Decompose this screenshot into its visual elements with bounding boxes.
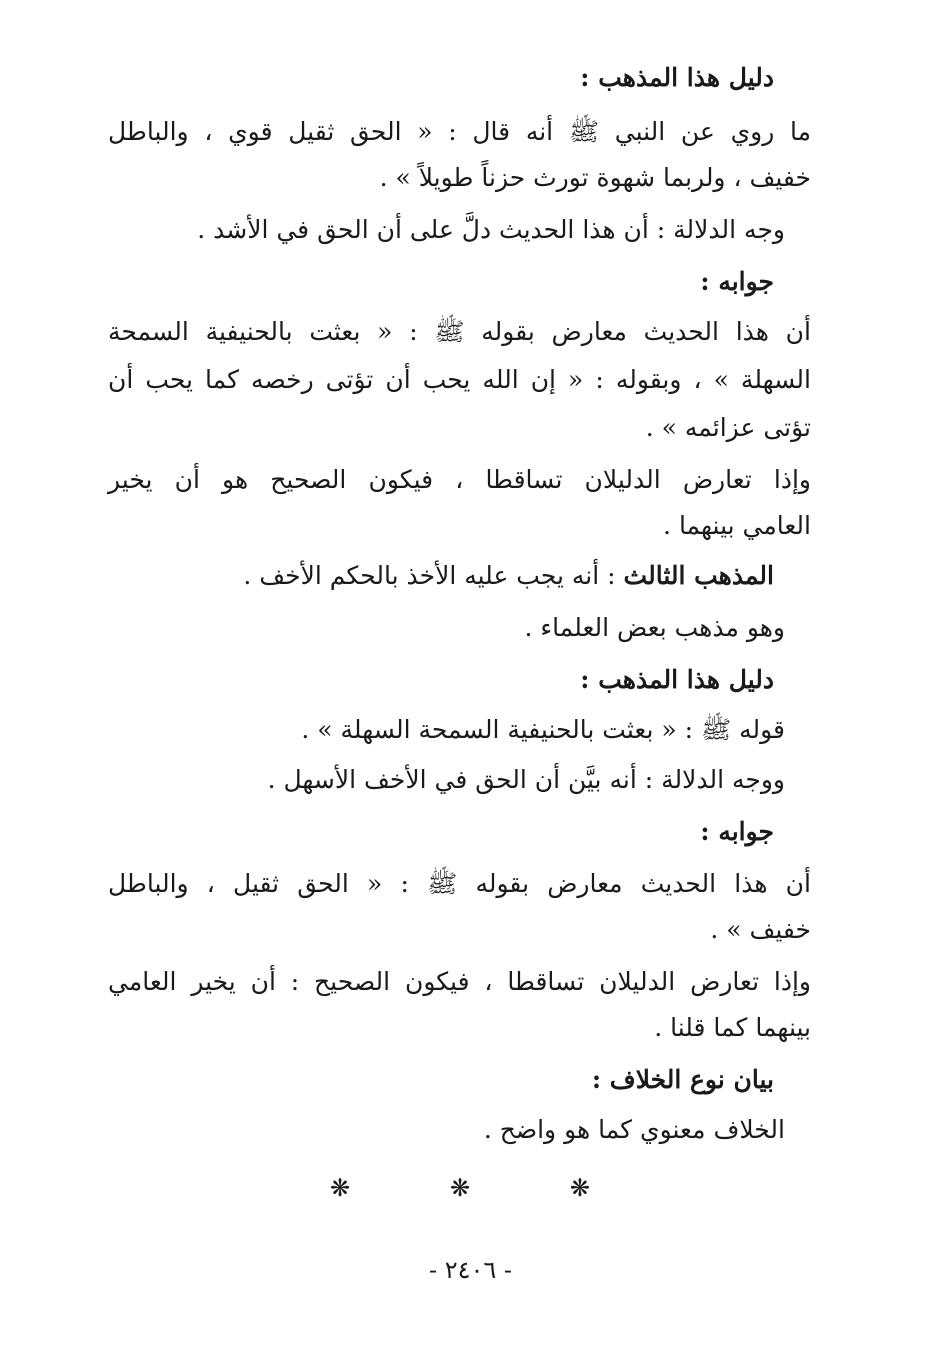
paragraph-line: السهلة » ، وبقوله : « إن الله يحب أن تؤتى رخصه كما يحب أن <box>108 365 811 394</box>
paragraph-line: وهو مذهب بعض العلماء . <box>524 613 785 642</box>
paragraph-line: وإذا تعارض الدليلان تساقطا ، فيكون الصحيح : أن يخير العامي <box>108 967 811 996</box>
paragraph-line: وإذا تعارض الدليلان تساقطا ، فيكون الصحيح هو أن يخير <box>108 465 811 494</box>
third-doctrine-line <box>243 556 774 596</box>
paragraph-line: قوله ﷺ : « بعثت بالحنيفية السمحة السهلة » . <box>301 715 785 744</box>
paragraph-line: الخلاف معنوي كما هو واضح . <box>483 1115 785 1144</box>
paragraph-line: بينهما كما قلنا . <box>654 1013 811 1042</box>
paragraph-line: وجه الدلالة : أن هذا الحديث دلَّ على أن الحق في الأشد . <box>197 215 785 244</box>
heading-answer: جوابه : <box>700 817 774 846</box>
paragraph-line: تؤتى عزائمه » . <box>645 413 811 442</box>
star-ornament-icon: ❋ <box>569 1174 590 1202</box>
paragraph-line: ووجه الدلالة : أنه بيَّن أن الحق في الأخف الأسهل . <box>267 765 785 794</box>
paragraph-line: خفيف » . <box>710 915 811 944</box>
paragraph-line: خفيف ، ولربما شهوة تورث حزناً طويلاً » . <box>379 163 811 192</box>
heading-type-of-disagreement: بيان نوع الخلاف : <box>591 1065 774 1094</box>
heading-evidence-of-doctrine: دليل هذا المذهب : <box>580 63 774 92</box>
paragraph-line: أن هذا الحديث معارض بقوله ﷺ : « الحق ثقيل ، والباطل <box>108 869 811 898</box>
paragraph-line: العامي بينهما . <box>663 511 811 540</box>
page-number: - ٢٤٠٦ - <box>428 1256 513 1284</box>
paragraph-line: ما روي عن النبي ﷺ أنه قال : « الحق ثقيل قوي ، والباطل <box>108 117 811 146</box>
heading-third-doctrine: المذهب الثالث <box>623 561 774 590</box>
heading-evidence-of-doctrine: دليل هذا المذهب : <box>580 665 774 694</box>
heading-answer: جوابه : <box>700 267 774 296</box>
section-divider-stars <box>330 1168 590 1208</box>
third-doctrine-text: : أنه يجب عليه الأخذ بالحكم الأخف . <box>243 561 616 590</box>
star-ornament-icon: ❋ <box>449 1174 471 1202</box>
paragraph-line: أن هذا الحديث معارض بقوله ﷺ : « بعثت بالحنيفية السمحة <box>108 317 811 346</box>
star-ornament-icon: ❋ <box>330 1174 351 1202</box>
